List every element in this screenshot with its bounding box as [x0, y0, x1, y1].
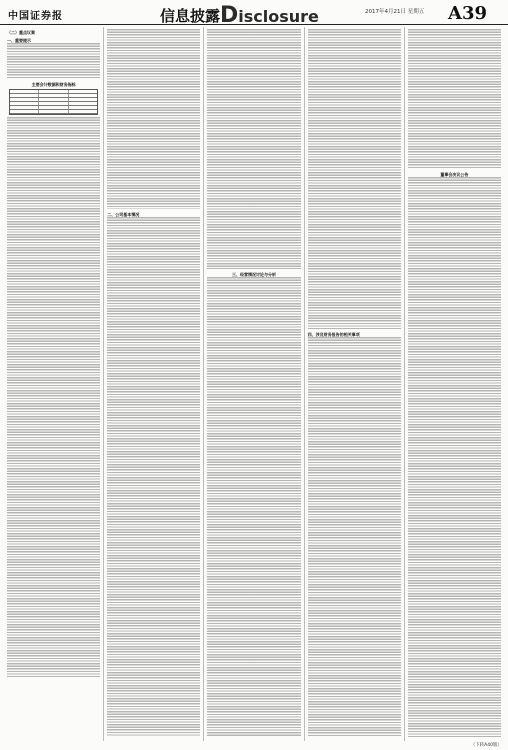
paper-name: 中国证券报 — [8, 11, 63, 22]
continued-label: （下转A40版） — [470, 743, 502, 748]
section-title-en-rest: isclosure — [238, 7, 319, 26]
column-heading: 一、重要提示 — [7, 38, 31, 43]
column-heading: 四、涉及财务报告的相关事项 — [307, 332, 360, 337]
article-body — [4, 27, 504, 741]
text-column-4 — [305, 27, 405, 741]
section-title-en — [220, 3, 319, 28]
table-row — [10, 110, 97, 114]
text-block — [308, 29, 401, 329]
text-block — [408, 177, 501, 737]
text-block — [308, 337, 401, 737]
text-block — [207, 277, 300, 737]
section-title-en-initial: D — [220, 3, 239, 28]
column-heading: 二、公司基本情况 — [107, 212, 140, 217]
table-heading: 主要会计数据和财务指标 — [31, 82, 76, 87]
text-column-2 — [104, 27, 204, 741]
data-table — [9, 89, 98, 115]
text-block — [7, 43, 100, 79]
issue-date: 2017年4月21日 星期五 — [365, 9, 425, 15]
text-column-1 — [4, 27, 104, 741]
column-heading: 董事会决议公告 — [440, 172, 469, 177]
text-block — [107, 29, 200, 209]
text-block — [107, 217, 200, 737]
text-block — [207, 29, 300, 269]
masthead — [0, 0, 508, 28]
column-heading: （二）重点议案 — [7, 30, 35, 35]
page-number: A39 — [448, 3, 488, 24]
text-block — [7, 117, 100, 677]
text-block — [408, 29, 501, 169]
section-title-cn: 信息披露 — [160, 7, 221, 25]
text-column-5 — [405, 27, 504, 741]
text-column-3 — [204, 27, 304, 741]
column-heading: 三、经营情况讨论与分析 — [232, 272, 276, 277]
